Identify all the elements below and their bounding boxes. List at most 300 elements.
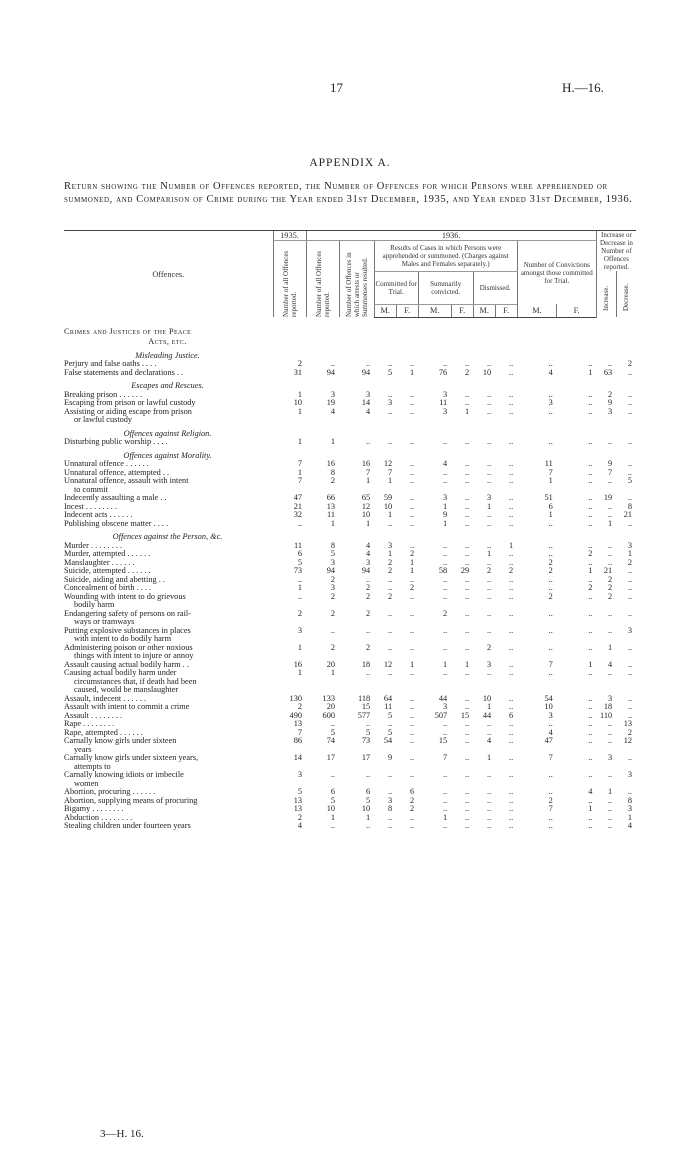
table-cell: 1 [388, 511, 393, 519]
table-cell: .. [443, 360, 448, 368]
table-row [64, 788, 636, 797]
table-cell: .. [487, 720, 492, 728]
table-cell: .. [548, 788, 553, 796]
category-heading [64, 377, 636, 391]
dismissed-f-header: F. [495, 304, 517, 317]
table-cell: 29 [460, 567, 470, 575]
table-cell: .. [465, 643, 470, 652]
table-cell: .. [509, 694, 514, 703]
table-cell: 2 [509, 567, 514, 575]
table-cell: .. [330, 626, 335, 635]
table-cell: .. [509, 796, 514, 805]
table-cell: 20 [326, 703, 335, 711]
offence-label: Escaping from prison or lawful custody [64, 399, 196, 407]
offence-label-continuation: ways or tramways [74, 618, 135, 626]
table-cell: 4 [588, 788, 593, 796]
table-cell: 8 [330, 468, 335, 477]
table-cell: .. [509, 609, 514, 618]
table-row-continuation [64, 780, 636, 789]
footer-signature: 3—H. 16. [100, 1128, 144, 1140]
table-cell: .. [410, 728, 415, 737]
table-cell: .. [465, 626, 470, 635]
table-cell: 1 [366, 519, 371, 528]
table-row [64, 438, 636, 447]
offence-label: Murder . . . . . . . . [64, 541, 123, 550]
table-cell: .. [487, 822, 492, 830]
table-caption: Return showing the Number of Offences reported, the Number of Offences for which Persons were apprehended or summoned, and Comparison of Crime during the Year ended 31st December, 1935, and Year ended 31st December, 1936. [64, 181, 633, 205]
table-cell: .. [465, 390, 470, 399]
table-row [64, 550, 636, 559]
table-cell: .. [509, 575, 514, 584]
table-cell: .. [627, 519, 632, 528]
table-cell: .. [548, 822, 553, 830]
table-cell: 3 [388, 796, 393, 805]
table-cell: .. [588, 822, 593, 830]
table-cell: .. [366, 822, 371, 830]
table-row-continuation [64, 678, 636, 687]
offence-label-continuation: years [74, 745, 92, 754]
table-cell: .. [465, 511, 470, 519]
table-cell: 118 [358, 694, 371, 703]
table-cell: .. [366, 360, 371, 368]
summarily-f-header: F. [451, 304, 473, 317]
table-cell: 2 [548, 567, 553, 575]
table-cell: .. [487, 511, 492, 519]
offence-label: Wounding with intent to do grievous [64, 592, 186, 601]
offence-label: Indecent acts . . . . . . [64, 511, 133, 519]
table-cell: 15 [361, 703, 371, 711]
table-cell: 2 [487, 567, 492, 575]
table-cell: 1 [297, 407, 302, 416]
table-cell: 13 [623, 720, 632, 728]
table-cell: 10 [544, 703, 553, 711]
table-cell: .. [627, 399, 632, 407]
table-cell: .. [627, 567, 632, 575]
table-cell: .. [509, 771, 514, 779]
table-cell: .. [588, 728, 593, 737]
table-cell: .. [410, 694, 415, 703]
table-cell: 2 [410, 805, 415, 813]
table-cell: .. [509, 813, 514, 822]
offence-label: Stealing children under fourteen years [64, 822, 191, 830]
table-cell: 6 [297, 550, 302, 558]
table-cell: .. [509, 519, 514, 528]
table-cell: 73 [293, 567, 302, 575]
table-cell: 13 [293, 805, 302, 813]
table-row [64, 460, 636, 469]
table-cell: .. [443, 805, 448, 813]
table-cell: .. [509, 368, 514, 377]
table-cell: 2 [297, 813, 302, 822]
table-cell: 2 [388, 592, 393, 601]
table-cell: .. [627, 584, 632, 592]
table-cell: .. [465, 519, 470, 528]
table-cell: .. [465, 494, 470, 502]
table-cell: .. [608, 502, 613, 511]
table-cell: .. [410, 477, 415, 485]
table-cell: .. [608, 609, 613, 618]
table-cell: 2 [608, 584, 613, 592]
table-cell: .. [509, 643, 514, 652]
table-row [64, 720, 636, 729]
table-cell: 1 [627, 550, 632, 558]
table-cell: .. [366, 575, 371, 584]
table-cell: .. [487, 592, 492, 601]
table-cell: .. [443, 477, 448, 485]
table-cell: .. [588, 519, 593, 528]
table-cell: .. [465, 720, 470, 728]
table-cell: 3 [330, 584, 335, 592]
table-cell: 110 [600, 711, 613, 720]
table-cell: .. [608, 550, 613, 558]
table-cell: 6 [366, 788, 371, 796]
table-cell: .. [608, 771, 613, 779]
offence-label: Abduction . . . . . . . . [64, 813, 133, 822]
table-cell: 47 [293, 494, 302, 502]
table-cell: 47 [544, 737, 553, 745]
table-cell: 133 [322, 694, 335, 703]
table-cell: 1 [330, 813, 335, 822]
table-cell: .. [588, 390, 593, 399]
table-cell: .. [509, 477, 514, 485]
offence-label-continuation: attempts to [74, 762, 111, 771]
table-cell: 5 [297, 788, 302, 796]
table-cell: 7 [608, 468, 613, 477]
table-cell: .. [509, 626, 514, 635]
table-cell: .. [509, 669, 514, 677]
table-cell: .. [548, 720, 553, 728]
table-cell: .. [588, 477, 593, 485]
table-cell: .. [410, 511, 415, 519]
table-cell: 65 [361, 494, 371, 502]
offence-label-continuation: bodily harm [74, 601, 115, 609]
table-row-continuation [64, 652, 636, 661]
offence-label-continuation: women [74, 779, 99, 788]
category-heading [64, 528, 636, 542]
table-row [64, 737, 636, 746]
table-cell: .. [388, 519, 393, 528]
table-cell: 6 [509, 711, 514, 720]
table-cell: 1 [297, 468, 302, 477]
table-cell: 17 [361, 754, 371, 762]
table-cell: .. [627, 609, 632, 618]
table-cell: .. [608, 511, 613, 519]
offence-label: Abortion, supplying means of procuring [64, 796, 198, 805]
table-cell: .. [588, 468, 593, 477]
table-cell: 64 [383, 694, 393, 703]
table-cell: 31 [293, 368, 302, 377]
table-cell: 1 [410, 368, 415, 377]
table-cell: .. [509, 502, 514, 511]
category-heading [64, 447, 636, 461]
table-cell: .. [388, 438, 393, 446]
table-cell: .. [627, 368, 632, 377]
table-cell: .. [443, 788, 448, 796]
category-label: Offences against Morality. [123, 450, 212, 460]
table-cell: .. [465, 592, 470, 601]
decrease-header: Decrease. [622, 283, 631, 311]
offence-label: Rape, attempted . . . . . . [64, 728, 143, 737]
table-cell: 86 [293, 737, 302, 745]
offence-label-continuation: or lawful custody [74, 416, 133, 424]
table-row-continuation [64, 618, 636, 627]
section-heading [64, 336, 636, 347]
table-cell: 4 [330, 407, 335, 416]
table-cell: 21 [623, 511, 632, 519]
table-row-continuation [64, 635, 636, 644]
table-cell: .. [465, 822, 470, 830]
table-row [64, 593, 636, 602]
table-cell: 12 [361, 502, 371, 511]
table-cell: 2 [588, 584, 593, 592]
table-cell: 21 [293, 502, 302, 511]
table-cell: .. [443, 468, 448, 477]
table-cell: .. [410, 703, 415, 711]
table-cell: .. [588, 626, 593, 635]
table-cell: 2 [608, 592, 613, 601]
table-cell: 11 [294, 541, 302, 550]
offence-label: Rape . . . . . . . . [64, 720, 115, 728]
table-cell: 2 [410, 796, 415, 805]
offence-label-continuation: caused, would be manslaughter [74, 686, 179, 694]
table-cell: .. [465, 813, 470, 822]
table-cell: .. [608, 669, 613, 677]
table-cell: .. [487, 541, 492, 550]
table-cell: .. [487, 575, 492, 584]
table-cell: 9 [608, 399, 613, 407]
table-cell: 3 [548, 399, 553, 407]
table-cell: .. [588, 592, 593, 601]
table-cell: .. [588, 754, 593, 762]
table-row-continuation [64, 486, 636, 495]
table-row [64, 567, 636, 576]
table-cell: 4 [366, 550, 371, 558]
table-cell: .. [410, 399, 415, 407]
offence-label-continuation: to commit [74, 485, 108, 494]
table-cell: 7 [548, 754, 553, 762]
table-cell: 63 [603, 368, 613, 377]
table-cell: 5 [388, 368, 393, 377]
table-cell: 1 [297, 669, 302, 677]
table-cell: .. [465, 399, 470, 407]
table-cell: .. [509, 728, 514, 737]
category-label: Escapes and Rescues. [131, 381, 204, 390]
table-row [64, 712, 636, 721]
table-cell: .. [410, 643, 415, 652]
table-cell: .. [627, 460, 632, 468]
table-cell: 1 [330, 438, 335, 446]
table-cell: 3 [548, 711, 553, 720]
table-cell: .. [509, 584, 514, 592]
section-heading [64, 326, 636, 337]
table-cell: 1 [366, 813, 371, 822]
table-cell: 2 [297, 703, 302, 711]
offence-label: Causing actual bodily harm under [64, 669, 177, 677]
table-cell: .. [465, 703, 470, 711]
table-cell: .. [410, 519, 415, 528]
table-row [64, 360, 636, 369]
table-cell: .. [548, 643, 553, 652]
all-offences-1936-header: Number of all Offences reported. [314, 250, 331, 317]
table-cell: 1 [366, 477, 371, 485]
table-cell: .. [487, 477, 492, 485]
table-cell: 3 [366, 390, 371, 399]
table-row [64, 754, 636, 763]
table-cell: .. [410, 822, 415, 830]
table-cell: .. [465, 502, 470, 511]
year-1936-header: 1936. [306, 231, 596, 241]
table-cell: .. [487, 360, 492, 368]
table-cell: .. [388, 643, 393, 652]
table-cell: .. [487, 438, 492, 446]
table-cell: .. [297, 592, 302, 601]
table-cell: 9 [443, 511, 448, 519]
table-cell: 1 [410, 567, 415, 575]
table-cell: 16 [326, 460, 335, 468]
table-row-continuation [64, 601, 636, 610]
category-heading [64, 347, 636, 361]
table-cell: 2 [548, 592, 553, 601]
offence-label: Carnally know girls under sixteen years, [64, 754, 199, 762]
offence-label: Unnatural offence, assault with intent [64, 477, 189, 485]
table-cell: 3 [443, 494, 448, 502]
offence-label: Suicide, attempted . . . . . . [64, 567, 151, 575]
table-row [64, 669, 636, 678]
table-row [64, 797, 636, 806]
year-1935-header: 1935. [273, 231, 306, 241]
table-cell: .. [588, 711, 593, 720]
table-cell: 5 [297, 558, 302, 567]
table-cell: .. [588, 511, 593, 519]
table-cell: 59 [383, 494, 393, 502]
table-cell: .. [588, 399, 593, 407]
table-row [64, 559, 636, 568]
table-cell: 7 [548, 660, 553, 669]
table-cell: 12 [383, 460, 393, 468]
table-cell: 15 [460, 711, 470, 720]
table-cell: .. [509, 399, 514, 407]
table-row-continuation [64, 686, 636, 695]
table-cell: .. [465, 609, 470, 618]
offence-label: Perjury and false oaths . . . . [64, 360, 157, 368]
table-cell: 13 [293, 796, 302, 805]
table-cell: .. [487, 584, 492, 592]
committed-m-header: M. [374, 304, 396, 317]
table-cell: 2 [330, 575, 335, 584]
table-cell: 1 [627, 813, 632, 822]
table-row [64, 477, 636, 486]
table-cell: 1 [608, 788, 613, 796]
table-cell: .. [410, 541, 415, 550]
table-cell: 1 [487, 754, 492, 762]
table-cell: 3 [366, 558, 371, 567]
table-cell: .. [608, 360, 613, 368]
table-cell: .. [410, 592, 415, 601]
table-cell: 1 [443, 502, 448, 511]
table-cell: 2 [366, 592, 371, 601]
table-cell: .. [487, 468, 492, 477]
table-cell: .. [465, 669, 470, 677]
offence-label: Assault . . . . . . . . [64, 711, 123, 720]
table-cell: .. [509, 788, 514, 796]
table-cell: 76 [438, 368, 448, 377]
table-cell: 20 [326, 660, 335, 669]
table-cell: .. [410, 438, 415, 446]
table-cell: .. [410, 669, 415, 677]
offence-label-continuation: things with intent to injure or annoy [74, 652, 194, 660]
table-cell: 3 [297, 626, 302, 635]
table-cell: 3 [627, 771, 632, 779]
table-cell: .. [588, 460, 593, 468]
table-cell: .. [487, 460, 492, 468]
table-cell: .. [443, 541, 448, 550]
table-cell: 4 [366, 407, 371, 416]
table-cell: 1 [443, 660, 448, 669]
offence-label: Carnally knowing idiots or imbecile [64, 771, 184, 779]
table-cell: .. [509, 592, 514, 601]
table-cell: .. [509, 511, 514, 519]
table-cell: 14 [293, 754, 302, 762]
table-cell: .. [465, 754, 470, 762]
table-cell: .. [410, 494, 415, 502]
table-cell: 7 [388, 468, 393, 477]
table-cell: 1 [588, 660, 593, 669]
offence-label: Unnatural offence, attempted . . [64, 468, 170, 477]
table-cell: .. [608, 477, 613, 485]
table-cell: 4 [443, 460, 448, 468]
section-label: Acts, etc. [148, 337, 187, 346]
table-cell: .. [388, 813, 393, 822]
page-number: 17 [330, 80, 343, 95]
committed-f-header: F. [396, 304, 418, 317]
table-cell: .. [608, 626, 613, 635]
table-cell: 94 [361, 368, 371, 377]
table-cell: .. [410, 468, 415, 477]
table-cell: .. [588, 703, 593, 711]
table-row [64, 469, 636, 478]
table-cell: 577 [357, 711, 371, 720]
table-cell: .. [487, 609, 492, 618]
table-cell: 6 [410, 788, 415, 796]
table-cell: .. [443, 771, 448, 779]
table-cell: 4 [627, 822, 632, 830]
table-cell: .. [588, 643, 593, 652]
table-cell: .. [588, 558, 593, 567]
table-cell: .. [443, 796, 448, 805]
table-cell: 1 [487, 502, 492, 511]
table-cell: .. [509, 494, 514, 502]
table-cell: .. [487, 558, 492, 567]
table-cell: 73 [361, 737, 371, 745]
table-cell: 11 [384, 703, 393, 711]
table-cell: .. [443, 822, 448, 830]
table-cell: 507 [434, 711, 448, 720]
table-cell: .. [410, 407, 415, 416]
offence-label: Breaking prison . . . . . . [64, 390, 143, 399]
table-cell: .. [443, 626, 448, 635]
table-cell: 1 [487, 550, 492, 558]
table-cell: 2 [608, 390, 613, 399]
table-cell: .. [588, 737, 593, 745]
offence-label: Unnatural offence . . . . . . [64, 460, 149, 468]
table-row-continuation [64, 763, 636, 772]
table-cell: .. [330, 822, 335, 830]
offence-label: Publishing obscene matter . . . . [64, 519, 169, 528]
table-cell: 16 [293, 660, 302, 669]
table-cell: 2 [410, 550, 415, 558]
table-cell: .. [548, 360, 553, 368]
table-cell: 4 [366, 541, 371, 550]
